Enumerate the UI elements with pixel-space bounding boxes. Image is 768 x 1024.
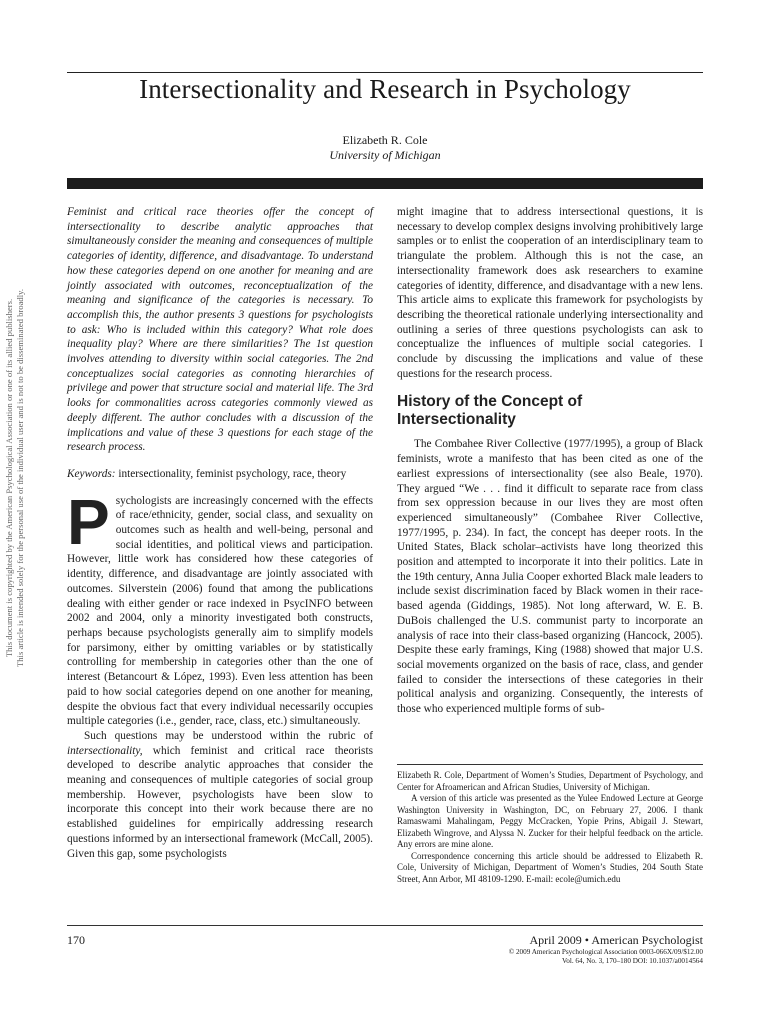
- footer-rule: [67, 925, 703, 926]
- author-name: Elizabeth R. Cole: [342, 133, 428, 147]
- author-block: [67, 133, 703, 163]
- right-column: [397, 205, 703, 717]
- keywords-text: intersectionality, feminist psychology, race, theory: [118, 467, 347, 480]
- keywords: [67, 467, 373, 482]
- body-paragraph-4: The Combahee River Collective (1977/1995), a group of Black feminists, wrote a manifesto that has been cited as one of the earliest expressions of intersectionality (see also Beale, 1970). They argued “We . . . find it difficult to separate race from class from sex oppression because in our lives they are most often experienced simultaneously” (Combahee River Collective, 1977/1995, p. 234). In fact, the concept has deeper roots. In the United States, Black scholar–activists have long theorized this position and attempted to incorporate it into their politics. Late in the 19th century, Anna Julia Cooper exhorted Black male leaders to include sexist discrimination faced by Black women in their race-based agenda (Giddings, 1985). Not long afterward, W. E. B. DuBois challenged the U.S. communist party to incorporate an analysis of race into their class-based organizing (Hancock, 2005). Despite these early framings, King (1988) showed that major U.S. social movements organized on the basis of race, class, and gender failed to consider the intersections of these categories in their political analysis and organizing. Consequently, the interests of those who experienced multiple forms of sub-: [397, 438, 703, 716]
- keywords-label: Keywords:: [67, 467, 116, 480]
- sidebar-line-2: This article is intended solely for the personal use of the individual user and is not to be disseminated broadly.: [15, 289, 25, 667]
- top-rule: [67, 72, 703, 73]
- copyright-info: [509, 948, 703, 966]
- footnotes: [397, 770, 703, 885]
- body-paragraph-1-text: sychologists are increasingly concerned with the effects of race/ethnicity, gender, social class, and sexuality on outcomes such as health and well-being, personal and social identities, and political views and participation. However, little work has considered how these categories of identity, difference, and disadvantage are jointly associated with outcomes. Silverstein (2006) found that among the publications dealing with either gender or race indexed in PsycINFO between 2002 and 2004, only a minority investigated both constructs, perhaps because psychologists generally aim to simplify models for parsimony, either by omitting variables or by statistically controlling for membership in categories other than the one of interest (Betancourt & López, 1993). Even less attention has been paid to how social categories depend on one another for meaning, despite the obvious fact that every individual necessarily occupies multiple categories (i.e., gender, race, class, etc.) simultaneously.: [67, 494, 373, 728]
- title-divider-bar: [67, 178, 703, 189]
- para2-term: intersectionality,: [67, 744, 143, 757]
- footnote-rule: [397, 764, 703, 765]
- body-paragraph-1: [67, 485, 373, 729]
- abstract: Feminist and critical race theories offer the concept of intersectionality to describe analytic approaches that simultaneously consider the meaning and consequences of multiple categories of identity, difference, and disadvantage. To understand how these categories depend on one another for meaning and are jointly associated with outcomes, reconceptualization of the meaning and significance of the categories is necessary. To accomplish this, the author presents 3 questions for psychologists to ask: Who is included within this category? What role does inequality play? Where are there similarities? The 1st question involves attending to diversity within social categories. The 2nd conceptualizes social categories as connoting hierarchies of privilege and power that structure social and material life. The 3rd looks for commonalities across categories commonly viewed as deeply different. The author concludes with a discussion of the implications and value of these 3 questions for each stage of the research process.: [67, 206, 373, 454]
- author-affiliation: University of Michigan: [329, 148, 441, 162]
- copyright-line-1: © 2009 American Psychological Association 0003-066X/09/$12.00: [508, 948, 703, 956]
- copyright-sidebar: [2, 218, 28, 738]
- journal-info: April 2009 • American Psychologist: [529, 933, 703, 947]
- body-paragraph-3: might imagine that to address intersectional questions, it is necessary to develop complex designs involving prohibitively large samples or to enlist the cooperation of an interdisciplinary team to triangulate the problem. Although this is not the case, an intersectionality framework does ask researchers to examine categories of identity, difference, and disadvantage with a new lens. This article aims to explicate this framework for psychologists by describing the theoretical rationale underlying intersectionality and outlining a series of three questions psychologists can ask to conceptualize the influences of multiple social categories. I conclude by discussing the implications and value of these questions for the research process.: [397, 206, 703, 380]
- page-number: 170: [67, 933, 85, 947]
- left-column: [67, 205, 373, 861]
- para2-before: Such questions may be understood within the rubric of: [84, 729, 373, 742]
- footnote-correspondence: Correspondence concerning this article should be addressed to Elizabeth R. Cole, University of Michigan, Department of Women’s Studies, 204 South State Street, Ann Arbor, MI 48109-1290. E-mail: ecole@umich.edu: [397, 850, 703, 884]
- drop-cap: P: [67, 485, 110, 558]
- article-title: Intersectionality and Research in Psychology: [139, 74, 631, 104]
- body-paragraph-2: [67, 729, 373, 861]
- sidebar-line-1: This document is copyrighted by the American Psychological Association or one of its allied publishers.: [4, 298, 14, 658]
- footnote-affiliation: Elizabeth R. Cole, Department of Women’s Studies, Department of Psychology, and Center for Afroamerican and African Studies, University of Michigan.: [397, 770, 703, 792]
- para2-after: which feminist and critical race theorists developed to describe analytic approaches that consider the meaning and consequences of multiple categories of social group membership. However, psychologists have been slow to incorporate this concept into their work because there are no established guidelines for empirically addressing research questions informed by an intersectional framework (McCall, 2005). Given this gap, some psychologists: [67, 744, 373, 860]
- footnote-acknowledgments: A version of this article was presented as the Yulee Endowed Lecture at George Washington University in Washington, DC, on February 27, 2006. I thank Ramaswami Mahalingam, Peggy McCracken, Yopie Prins, Abigail J. Stewart, Elizabeth Wingrove, and Alyssa N. Zucker for their helpful feedback on the article. Any errors are mine alone.: [397, 793, 703, 849]
- copyright-line-2: Vol. 64, No. 3, 170–180 DOI: 10.1037/a0014564: [561, 957, 703, 965]
- section-heading-history: History of the Concept of Intersectionality: [397, 393, 583, 429]
